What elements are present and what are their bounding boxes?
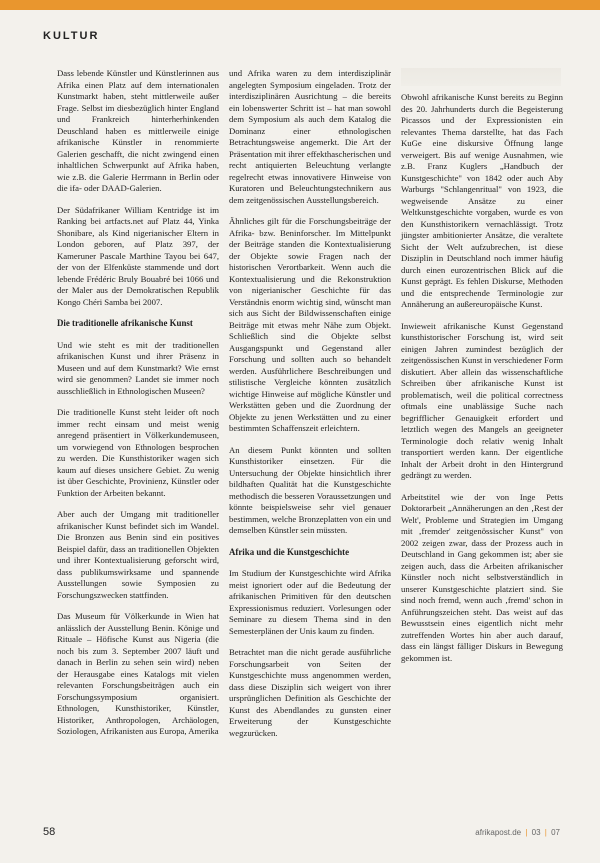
paragraph: Das Museum für Völkerkunde in Wien hat anlässlich der Ausstellung Benin. Könige und Rituale – Höfische Kunst aus Nigeria (die noch bis zum 3. September 2007 läuft und danach in Berlin zu sehen sein wird) neben der Herausgabe eines Katalogs mit vielen relevanten Forschungsbeiträgen auch ein Forschungssymposium organisiert. Ethnologen, Kunsthistoriker, Künstler, Historiker, Anthropologen, Archäologen, Soziologen, Afrikanisten aus Europa, Amerika (57, 611, 219, 736)
paragraph: Inwieweit afrikanische Kunst Gegenstand kunsthistorischer Forschung ist, wird seit einigen Jahren zumindest bezüglich der zeitgenössischen Kunst in verschiedener Form diskutiert. Aber allein das wissenschaftliche Schreiben über afrikanische Kunst ist problematisch, weil die political correctness oftmals eine unablässige Suche nach begrifflicher Genauigkeit erfordert und letztlich wegen des Mangels an geeigneter Terminologie doch relativ wenig Inhalt transportiert werden kann. Der eigentliche Inhalt der Arbeit droht in den Hintergrund gedrängt zu werden. (401, 320, 563, 480)
show-through-text (401, 68, 561, 86)
issue-year: 07 (551, 828, 560, 837)
paragraph: Obwohl afrikanische Kunst bereits zu Beginn des 20. Jahrhunderts durch die Begeisterung Picassos und der Expressionisten ein relevantes Thema darstellte, hat das Fach KuGe eine diskursive Öffnung lange verweigert. Bis auf wenige Ausnahmen, wie z.B. Franz Kuglers „Handbuch der Kunstgeschichte" von 1842 oder auch Aby Warburgs "Schlangenritual" von 1923, die wegweisende Ansätze zu einer Weltkunstgeschichte vorgaben, wurde es von den Kunsthistorikern vernachlässigt. Trotz jüngster ambitionierter Ansätze, die veraltete Sicht der Welt aufzubrechen, ist diese Disziplin in Deutschland noch immer häufig durch einen eurozentrischen Blick auf die Kunst geprägt. Es fehlen Diskurse, Methoden und die entsprechende Terminologie zur Annäherung an außereuropäische Kunst. (401, 92, 563, 309)
paragraph: Im Studium der Kunstgeschichte wird Afrika meist ignoriert oder auf die Bedeutung der afrikanischen Primitiven für den deutschen Expressionismus reduziert. Vorlesungen oder Seminare zu diesem Thema sind in den Semesterplänen der Unis kaum zu finden. (229, 568, 391, 636)
subheading: Afrika und die Kunstgeschichte (229, 546, 350, 557)
section-title: KULTUR (43, 30, 100, 42)
paragraph: Aber auch der Umgang mit traditioneller afrikanischer Kunst befindet sich im Wandel. Die Bronzen aus Benin sind ein positives Beispiel dafür, dass an traditionellen Objekten und ihrer Kontextualisierung geforscht wird, dass publikumswirksame und spannende Ausstellungen sowie Symposien zu Forschungszwecken stattfinden. (57, 509, 219, 600)
paragraph: Und wie steht es mit der traditionellen afrikanischen Kunst und ihrer Präsenz in Museen und auf dem Kunstmarkt? Wie ernst wird sie genommen? Landet sie immer noch ausschließlich in Ethnologischen Museen? (57, 339, 219, 396)
paragraph: Betrachtet man die nicht gerade ausführliche Forschungsarbeit von Seiten der Kunstgeschichte muss angenommen werden, dass diese Disziplin sich weigert von ihrer ursprünglichen Definition als Geschichte der Kunst des Abendlandes zu gunsten einer Erweiterung der Kunstgeschichte wegzurücken. (229, 647, 391, 738)
paragraph: Ähnliches gilt für die Forschungsbeiträge der Afrika- bzw. Beninforscher. Im Mittelpunkt der Beiträge standen die Kontextualisierung der Objekte sowie Fragen nach der historischen Verortbarkeit. Wenn auch die Kontextualisierung und die Rekonstruktion von nigerianischer Geschichte für das Verständnis enorm wichtig sind, wünscht man sich aus Sicht der Bildwissenschaften einige Beiträge mit etwas mehr Nähe zum Objekt. Schließlich sind die Objekte selbst Ausgangspunkt und Gegenstand aller Forschung und sollten auch so behandelt werden. Ausführlichere Beschreibungen und stilistische Vergleiche könnten zusätzlich wichtige Hinweise auf mögliche Künstler und Werkstätten geben und die Zuordnung der Objekte zu jenen Werkstätten und zu einer bestimmten Schaffenszeit erleichtern. (229, 216, 391, 433)
page-number: 58 (43, 826, 56, 838)
top-accent-bar (0, 0, 600, 10)
paragraph: An diesem Punkt könnten und sollten Kunsthistoriker einsetzen. Für die Untersuchung der Objekte hinsichtlich ihrer bildhaften Qualität hat die Kunstgeschichte methodisch die besseren Voraussetzungen und könnte beispielsweise sehr viel genauer bestimmen, welche Bronzeplatten von ein und demselben Künstler sein müssten. (229, 444, 391, 535)
paragraph: Dass lebende Künstler und Künstlerinnen aus Afrika einen Platz auf dem internationalen Kunstmarkt haben, steht mittlerweile außer Frage. Selbst im diesbezüglich hinter England und Frankreich hinterherhinkenden Deuschland haben es mittlerweile einige afrikanische Künstler in renommierte Galerien geschafft, die nicht zwingend einen inhaltlichen Schwerpunkt auf Afrika haben, wie z.B. die Galerie Herrmann in Berlin oder die ifa- oder DAAD-Galerien. (57, 68, 219, 193)
issue-number: 03 (531, 828, 541, 837)
article-column-2 (229, 68, 391, 749)
magazine-name: afrikapost.de (475, 828, 522, 837)
subheading: Die traditionelle afrikanische Kunst (57, 318, 193, 328)
paragraph: Der Südafrikaner William Kentridge ist im Ranking bei artfacts.net auf Platz 44, Yinka Shonibare, als Kind nigerianischer Eltern in London geboren, auf Platz 397, der Kameruner Pascale Marthine Tayou bei 647, der von der Elfenküste stammende und dort lebende Frédéric Bruly Bouabré bei 1066 und der Maler aus der Demokratischen Republik Kongo Chéri Samba bei 2007. (57, 204, 219, 307)
article-column-1 (57, 68, 219, 748)
paragraph: und Afrika waren zu dem interdisziplinär angelegten Symposium eingeladen. Trotz der interdisziplinären Ausrichtung – die bereits ein lobenswerter Schritt ist – hat man sowohl dem Symposium als auch dem Katalog die Dominanz einer ethnologischen Betrachtungsweise angemerkt. Die Art der Präsentation mit ihrer effekthascherischen und recht antiquierten Beleuchtung verlangte regelrecht etwas innovativere Hinweise von Kuratoren und Beleuchtungstechnikern aus dem zeitgenössischen Ausstellungsbereich. (229, 68, 391, 205)
footer-issue: afrikapost.de | 03 | 07 (475, 828, 560, 837)
article-column-3 (401, 92, 563, 674)
paragraph: Arbeitstitel wie der von Inge Petts Doktorarbeit „Annäherungen an den ‚Rest der Welt', Probleme und Strategien im Umgang mit ‚fremder' zeitgenössischer Kunst" von 2002 zeigen zwar, dass der Prozess auch in Deutschland in Gang gekommen ist; aber sie zeigen auch, dass die Arbeiten afrikanischer Künstler noch nicht selbstverständlich in unserer Kunstgeschichte platziert sind. Sie sind noch fremd, wenn auch ‚fremd' schon in Anführungszeichen steht. Das weist auf das Bewusstsein eines eigentlich nicht mehr zutreffenden Wortes hin aber auch darauf, dass ein längst fälliger Diskurs in Bewegung gekommen ist. (401, 491, 563, 663)
paragraph: Die traditionelle Kunst steht leider oft noch immer recht einsam und meist wenig anregend präsentiert in Völkerkundemuseen, um vorwiegend von Ethnologen besprochen zu werden. Die Kunsthistoriker wagen sich kaum auf dieses unsichere Gebiet. Zu wenig ist über Geschichte, Provinienz, Künstler oder Funktion der Arbeiten bekannt. (57, 407, 219, 498)
